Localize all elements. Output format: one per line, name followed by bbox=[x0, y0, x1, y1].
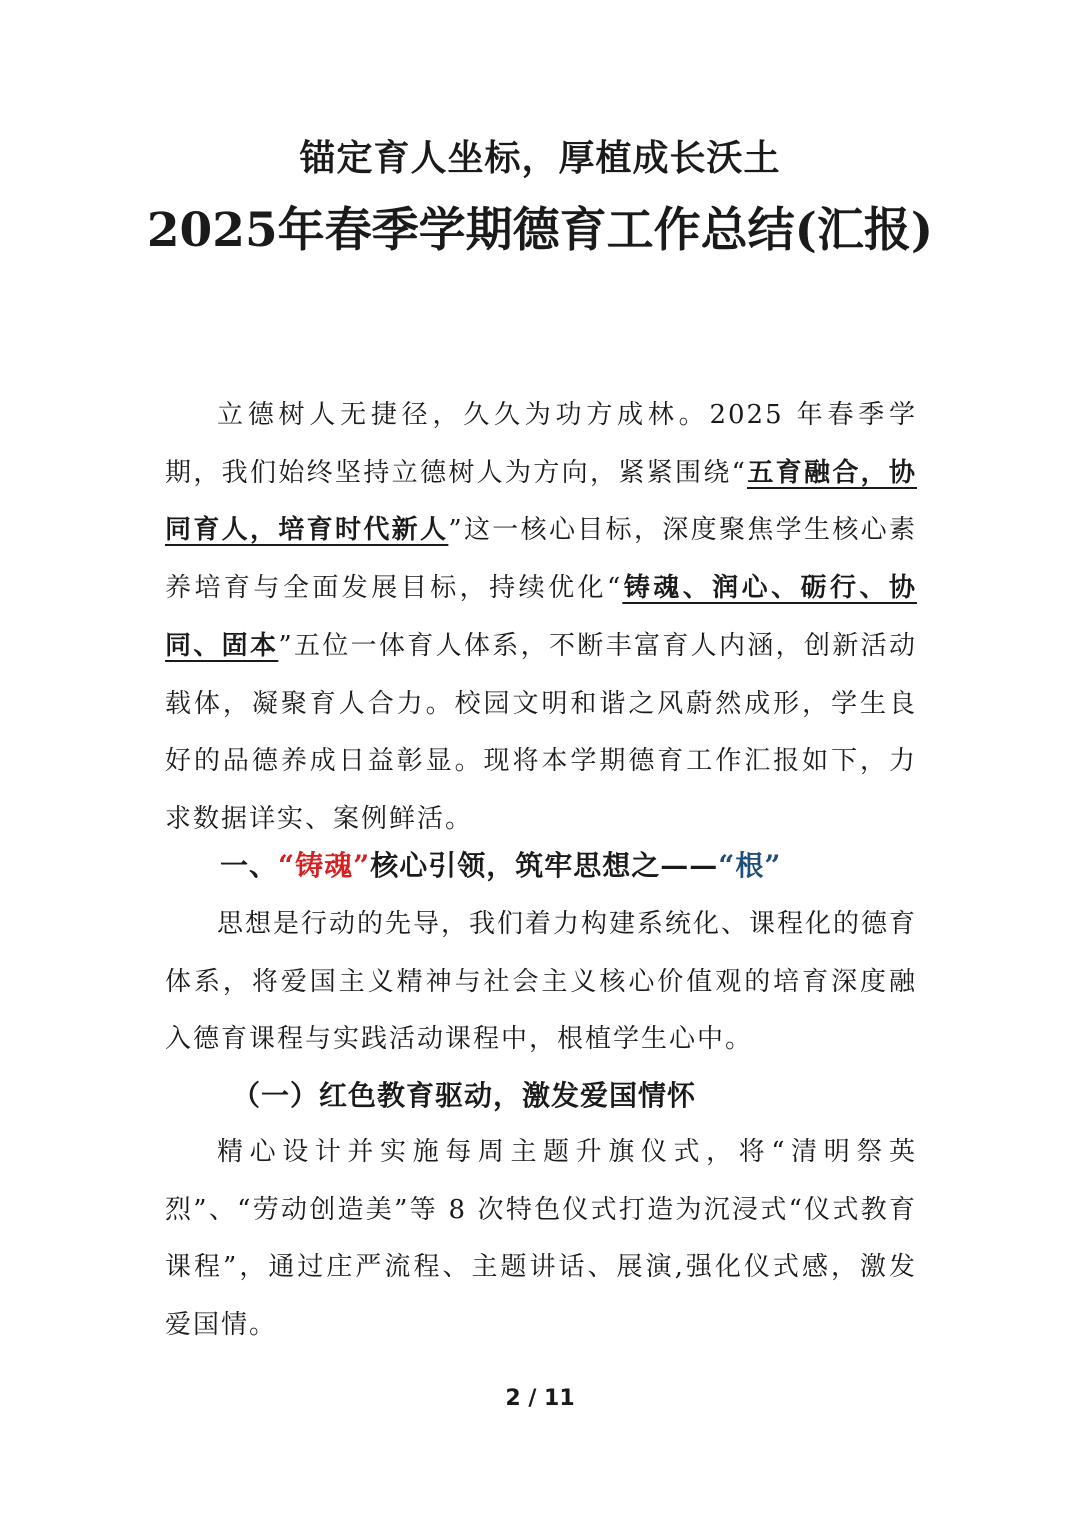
section-heading-1-prefix: 一、 bbox=[220, 849, 279, 882]
section-heading-1-red: “铸魂” bbox=[278, 849, 371, 882]
section-heading-1 bbox=[220, 838, 781, 894]
section1-paragraph: 思想是行动的先导，我们着力构建系统化、课程化的德育体系，将爱国主义精神与社会主义核心价值观的培育深度融入德育课程与实践活动课程中，根植学生心中。 bbox=[165, 909, 918, 1055]
section-heading-1-middle: 核心引领，筑牢思想之—— bbox=[370, 849, 719, 882]
section-heading-1-blue: “根” bbox=[718, 849, 782, 882]
intro-text-2: ”这一核心目标，深度聚焦学生核心素养培育与全面发展目标，持续优化“ bbox=[165, 515, 917, 604]
subsection-heading-1: （一）红色教育驱动，激发爱国情怀 bbox=[232, 1079, 697, 1112]
intro-text-3: ”五位一体育人体系，不断丰富育人内涵，创新活动载体，凝聚育人合力。校园文明和谐之风蔚然成形，学生良好的品德养成日益彰显。现将本学期德育工作汇报如下，力求数据详实、案例鲜活。 bbox=[165, 630, 917, 834]
page-number: 2 / 11 bbox=[505, 1386, 575, 1411]
subsection1-paragraph-block bbox=[165, 1124, 917, 1355]
subsection1-paragraph: 精心设计并实施每周主题升旗仪式，将“清明祭英烈”、“劳动创造美”等 8 次特色仪式打造为沉浸式“仪式教育课程”，通过庄严流程、主题讲话、展演,强化仪式感，激发爱国情。 bbox=[165, 1137, 917, 1341]
intro-emphasis-2: 铸魂、润心、砺行、协同、固本 bbox=[165, 573, 917, 661]
intro-text-1: 立德树人无捷径，久久为功方成林。2025 年春季学期，我们始终坚持立德树人为方向，紧紧围绕“ bbox=[165, 400, 917, 488]
intro-paragraph-block bbox=[165, 387, 917, 849]
intro-paragraph bbox=[165, 387, 917, 849]
document-title: 2025年春季学期德育工作总结(汇报) bbox=[146, 203, 934, 258]
section1-paragraph-block bbox=[165, 896, 917, 1069]
intro-emphasis-1: 五育融合，协同育人，培育时代新人 bbox=[165, 457, 917, 546]
document-subtitle: 锚定育人坐标，厚植成长沃土 bbox=[299, 137, 781, 179]
